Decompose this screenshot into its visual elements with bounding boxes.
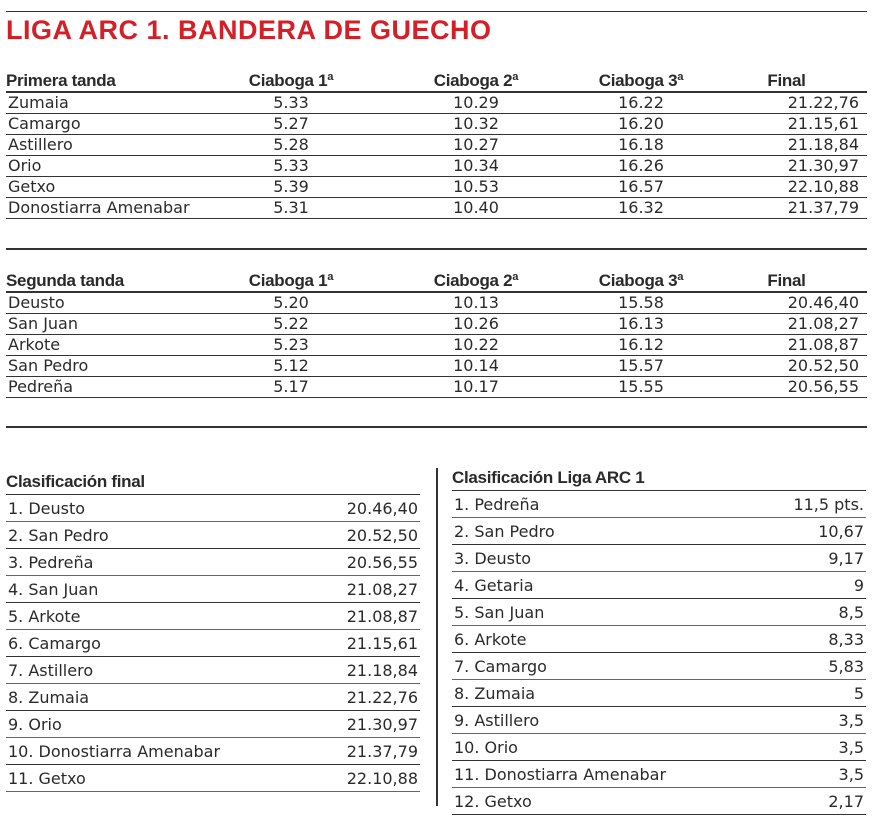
time: 20.56,55 <box>346 553 418 572</box>
table-row <box>6 156 867 177</box>
list-item <box>452 761 866 788</box>
final-time: 21.22,76 <box>706 92 867 114</box>
league-classification-title: Clasificación Liga ARC 1 <box>452 468 866 491</box>
points: 11,5 pts. <box>793 495 864 514</box>
list-item <box>452 788 866 815</box>
split-time: 5.27 <box>206 114 376 135</box>
final-time: 21.37,79 <box>706 198 867 219</box>
list-item <box>6 549 420 576</box>
list-item <box>6 630 420 657</box>
time: 21.18,84 <box>346 661 418 680</box>
list-item <box>6 765 420 792</box>
list-item <box>6 603 420 630</box>
time: 21.30,97 <box>346 715 418 734</box>
split-time: 5.12 <box>206 356 376 377</box>
split-time: 16.18 <box>576 135 706 156</box>
final-time: 22.10,88 <box>706 177 867 198</box>
points: 8,5 <box>838 603 864 622</box>
time: 20.46,40 <box>346 499 418 518</box>
points: 8,33 <box>828 630 864 649</box>
list-item <box>6 495 420 522</box>
table-row <box>6 114 867 135</box>
time: 20.52,50 <box>346 526 418 545</box>
table-row <box>6 198 867 219</box>
split-time: 5.33 <box>206 92 376 114</box>
points: 3,5 <box>838 765 864 784</box>
team-rank-name: 3. Deusto <box>454 549 532 568</box>
points: 5 <box>853 684 864 703</box>
split-time: 10.53 <box>376 177 576 198</box>
split-time: 16.57 <box>576 177 706 198</box>
team-rank-name: 2. San Pedro <box>454 522 555 541</box>
final-time: 21.18,84 <box>706 135 867 156</box>
team-rank-name: 1. Deusto <box>8 499 86 518</box>
time: 21.15,61 <box>346 634 418 653</box>
team-rank-name: 6. Camargo <box>8 634 101 653</box>
league-classification <box>452 468 866 815</box>
split-time: 16.20 <box>576 114 706 135</box>
team-rank-name: 7. Astillero <box>8 661 94 680</box>
final-time: 20.46,40 <box>706 292 867 314</box>
points: 3,5 <box>838 738 864 757</box>
list-item <box>6 657 420 684</box>
list-item <box>6 522 420 549</box>
table-row <box>6 92 867 114</box>
time: 21.37,79 <box>346 742 418 761</box>
column-header: Ciaboga 1ª <box>206 70 376 92</box>
table-row <box>6 292 867 314</box>
section-divider <box>6 248 867 250</box>
team-name: Getxo <box>6 177 206 198</box>
column-header: Ciaboga 1ª <box>206 270 376 292</box>
page-title: LIGA ARC 1. BANDERA DE GUECHO <box>6 15 492 45</box>
split-time: 10.32 <box>376 114 576 135</box>
split-time: 10.17 <box>376 377 576 398</box>
team-name: San Juan <box>6 314 206 335</box>
team-name: Orio <box>6 156 206 177</box>
split-time: 16.26 <box>576 156 706 177</box>
heat-title: Primera tanda <box>6 70 206 92</box>
time: 21.22,76 <box>346 688 418 707</box>
final-time: 20.56,55 <box>706 377 867 398</box>
section-divider <box>6 426 867 428</box>
team-rank-name: 10. Orio <box>454 738 518 757</box>
team-rank-name: 4. San Juan <box>8 580 99 599</box>
split-time: 5.31 <box>206 198 376 219</box>
list-item <box>452 734 866 761</box>
split-time: 16.13 <box>576 314 706 335</box>
split-time: 16.12 <box>576 335 706 356</box>
final-classification <box>6 472 420 792</box>
list-item <box>6 711 420 738</box>
list-item <box>452 626 866 653</box>
heat-table-segunda <box>6 270 867 398</box>
list-item <box>452 572 866 599</box>
points: 10,67 <box>818 522 864 541</box>
column-header: Final <box>706 270 867 292</box>
time: 21.08,27 <box>346 580 418 599</box>
list-item <box>452 518 866 545</box>
column-header: Ciaboga 3ª <box>576 70 706 92</box>
table-row <box>6 377 867 398</box>
split-time: 5.39 <box>206 177 376 198</box>
list-item <box>452 599 866 626</box>
split-time: 10.34 <box>376 156 576 177</box>
split-time: 10.14 <box>376 356 576 377</box>
points: 5,83 <box>828 657 864 676</box>
team-name: San Pedro <box>6 356 206 377</box>
points: 9 <box>853 576 864 595</box>
split-time: 16.22 <box>576 92 706 114</box>
column-header: Ciaboga 2ª <box>376 70 576 92</box>
final-time: 21.30,97 <box>706 156 867 177</box>
split-time: 10.13 <box>376 292 576 314</box>
team-name: Camargo <box>6 114 206 135</box>
table-row <box>6 177 867 198</box>
split-time: 5.28 <box>206 135 376 156</box>
list-item <box>6 684 420 711</box>
time: 22.10,88 <box>346 769 418 788</box>
team-name: Astillero <box>6 135 206 156</box>
table-row <box>6 356 867 377</box>
split-time: 5.23 <box>206 335 376 356</box>
split-time: 5.33 <box>206 156 376 177</box>
team-rank-name: 9. Orio <box>8 715 62 734</box>
list-item <box>6 576 420 603</box>
team-rank-name: 6. Arkote <box>454 630 527 649</box>
split-time: 15.55 <box>576 377 706 398</box>
team-name: Arkote <box>6 335 206 356</box>
column-header: Final <box>706 70 867 92</box>
team-rank-name: 5. San Juan <box>454 603 545 622</box>
split-time: 16.32 <box>576 198 706 219</box>
team-rank-name: 9. Astillero <box>454 711 540 730</box>
heat-table-primera <box>6 70 867 219</box>
final-time: 21.08,87 <box>706 335 867 356</box>
split-time: 15.57 <box>576 356 706 377</box>
split-time: 10.22 <box>376 335 576 356</box>
column-header: Ciaboga 2ª <box>376 270 576 292</box>
split-time: 5.17 <box>206 377 376 398</box>
split-time: 5.22 <box>206 314 376 335</box>
team-rank-name: 12. Getxo <box>454 792 532 811</box>
team-rank-name: 8. Zumaia <box>454 684 536 703</box>
table-row <box>6 335 867 356</box>
top-rule <box>6 11 867 12</box>
split-time: 10.29 <box>376 92 576 114</box>
list-item <box>452 707 866 734</box>
points: 2,17 <box>828 792 864 811</box>
team-name: Zumaia <box>6 92 206 114</box>
heat-title: Segunda tanda <box>6 270 206 292</box>
final-time: 21.08,27 <box>706 314 867 335</box>
split-time: 10.26 <box>376 314 576 335</box>
team-rank-name: 5. Arkote <box>8 607 81 626</box>
team-name: Pedreña <box>6 377 206 398</box>
final-time: 20.52,50 <box>706 356 867 377</box>
team-rank-name: 10. Donostiarra Amenabar <box>8 742 221 761</box>
team-rank-name: 8. Zumaia <box>8 688 90 707</box>
team-rank-name: 4. Getaria <box>454 576 534 595</box>
column-header: Ciaboga 3ª <box>576 270 706 292</box>
split-time: 15.58 <box>576 292 706 314</box>
list-item <box>452 680 866 707</box>
final-time: 21.15,61 <box>706 114 867 135</box>
split-time: 10.27 <box>376 135 576 156</box>
list-item <box>452 491 866 518</box>
team-name: Deusto <box>6 292 206 314</box>
points: 9,17 <box>828 549 864 568</box>
list-item <box>452 653 866 680</box>
table-row <box>6 135 867 156</box>
team-rank-name: 11. Getxo <box>8 769 86 788</box>
team-rank-name: 3. Pedreña <box>8 553 94 572</box>
team-rank-name: 11. Donostiarra Amenabar <box>454 765 667 784</box>
team-name: Donostiarra Amenabar <box>6 198 206 219</box>
column-divider <box>436 468 438 806</box>
team-rank-name: 2. San Pedro <box>8 526 109 545</box>
time: 21.08,87 <box>346 607 418 626</box>
final-classification-title: Clasificación final <box>6 472 420 495</box>
team-rank-name: 1. Pedreña <box>454 495 540 514</box>
list-item <box>6 738 420 765</box>
points: 3,5 <box>838 711 864 730</box>
split-time: 10.40 <box>376 198 576 219</box>
table-row <box>6 314 867 335</box>
split-time: 5.20 <box>206 292 376 314</box>
list-item <box>452 545 866 572</box>
team-rank-name: 7. Camargo <box>454 657 547 676</box>
